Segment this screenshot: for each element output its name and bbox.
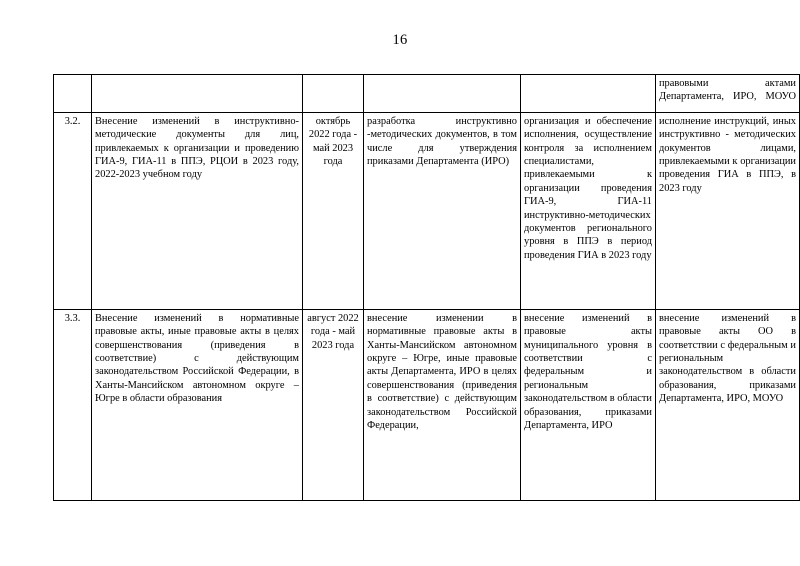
- cell-organization-level: правовыми актами Департамента, ИРО, МОУО: [656, 75, 800, 113]
- cell-measure-name: Внесение изменений в инструктивно-методические документы для лиц, привлекаемых к организации и проведению ГИА-9, ГИА-11 в ППЭ, РЦОИ в 2023 году, 2022-2023 учебном году: [92, 113, 303, 310]
- page-number: 16: [392, 32, 408, 48]
- cell-deadline: октябрь 2022 года - май 2023 года: [303, 113, 364, 310]
- cell-deadline: [303, 75, 364, 113]
- cell-organization-level: внесение изменений в правовые акты ОО в соответствии с федеральным и региональным законодательством в области образования, приказами Департамента, ИРО, МОУО: [656, 310, 800, 501]
- cell-row-number: 3.3.: [54, 310, 92, 501]
- cell-department-level: [521, 75, 656, 113]
- table-row: [54, 113, 800, 310]
- cell-result: разработка инструктивно -методических документов, в том числе для утверждения приказами Департамента (ИРО): [364, 113, 521, 310]
- cell-result: [364, 75, 521, 113]
- cell-deadline: август 2022 года - май 2023 года: [303, 310, 364, 501]
- cell-department-level: внесение изменений в правовые акты муниципального уровня в соответствии с федеральным и региональным законодательством в области образования, приказами Департамента, ИРО: [521, 310, 656, 501]
- cell-result: внесение изменении в нормативные правовые акты в Ханты-Мансийском автономном округе – Югре, иные правовые акты Департамента, ИРО в целях совершенствования (приведения в соответствие) с действующим законодательством Российской Федерации,: [364, 310, 521, 501]
- cell-organization-level: исполнение инструкций, иных инструктивно - методических документов лицами, привлекаемыми к организации проведения ГИА в ППЭ, в 2023 году: [656, 113, 800, 310]
- cell-row-number: 3.2.: [54, 113, 92, 310]
- cell-row-number: [54, 75, 92, 113]
- table-row: [54, 75, 800, 113]
- cell-measure-name: Внесение изменений в нормативные правовые акты, иные правовые акты в целях совершенствования (приведения в соответствие) с действующим законодательством Российской Федерации, в Ханты-Мансийском автономном округе – Югре в области образования: [92, 310, 303, 501]
- table-row: [54, 310, 800, 501]
- measures-table: [53, 74, 800, 501]
- cell-department-level: организация и обеспечение исполнения, осуществление контроля за исполнением специалистами, привлекаемыми к организации проведения ГИА-9, ГИА-11 инструктивно-методических документов регионального уровня в ППЭ в период проведения ГИА в 2023 году: [521, 113, 656, 310]
- cell-measure-name: [92, 75, 303, 113]
